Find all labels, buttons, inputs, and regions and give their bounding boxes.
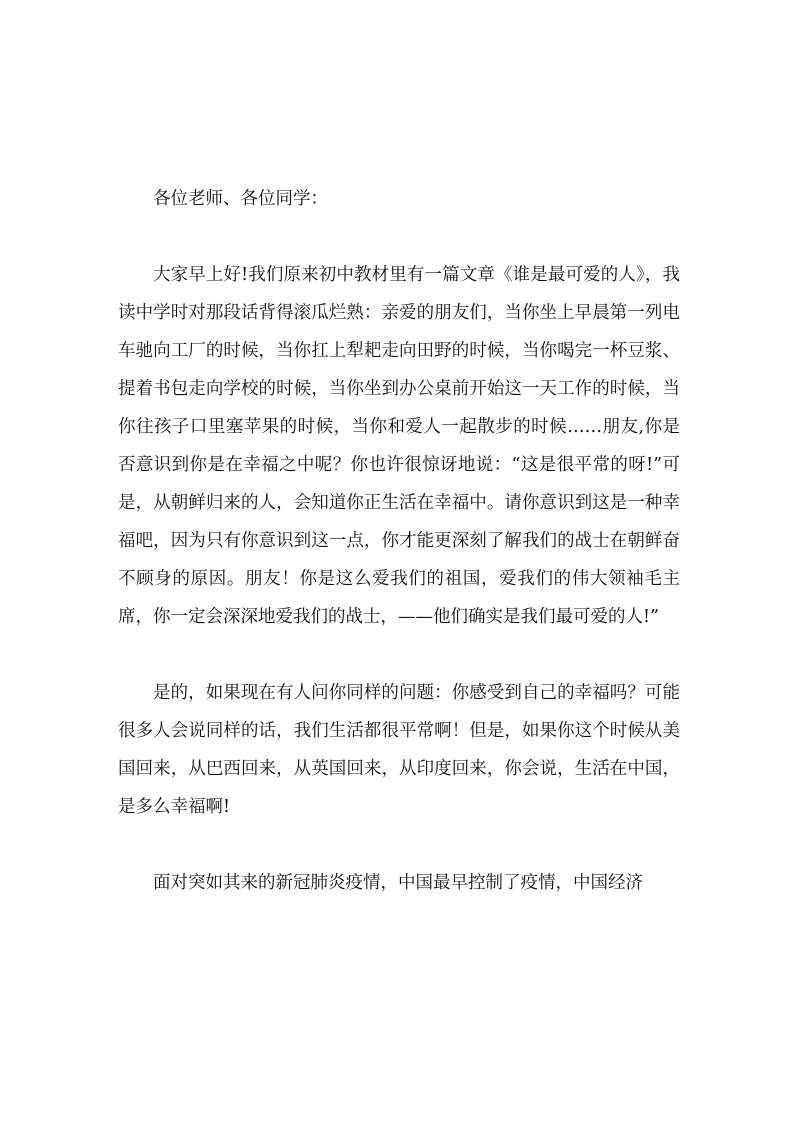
- paragraph-1: 大家早上好!我们原来初中教材里有一篇文章《谁是最可爱的人》，我读中学时对那段话背得滚瓜烂熟：亲爱的朋友们，当你坐上早晨第一列电车驰向工厂的时候，当你扛上犁耙走向田野的时候，当你喝完一杯豆浆、提着书包走向学校的时候，当你坐到办公桌前开始这一天工作的时候，当你往孩子口里塞苹果的时候，当你和爱人一起散步的时候……朋友,你是否意识到你是在幸福之中呢？你也许很惊讶地说：“这是很平常的呀!”可是，从朝鲜归来的人，会知道你正生活在幸福中。请你意识到这是一种幸福吧，因为只有你意识到这一点，你才能更深刻了解我们的战士在朝鲜奋不顾身的原因。朋友！你是这么爱我们的祖国，爱我们的伟大领袖毛主席，你一定会深深地爱我们的战士，——他们确实是我们最可爱的人!”: [118, 265, 680, 627]
- paragraph-3: 面对突如其来的新冠肺炎疫情，中国最早控制了疫情，中国经济: [153, 873, 643, 893]
- paragraph-2: 是的，如果现在有人问你同样的问题：你感受到自己的幸福吗？可能很多人会说同样的话，我们生活都很平常啊！但是，如果你这个时候从美国回来，从巴西回来，从英国回来，从印度回来，你会说，生活在中国，是多么幸福啊!: [118, 683, 680, 817]
- salutation: 各位老师、各位同学：: [153, 189, 328, 209]
- document-body: [118, 180, 680, 902]
